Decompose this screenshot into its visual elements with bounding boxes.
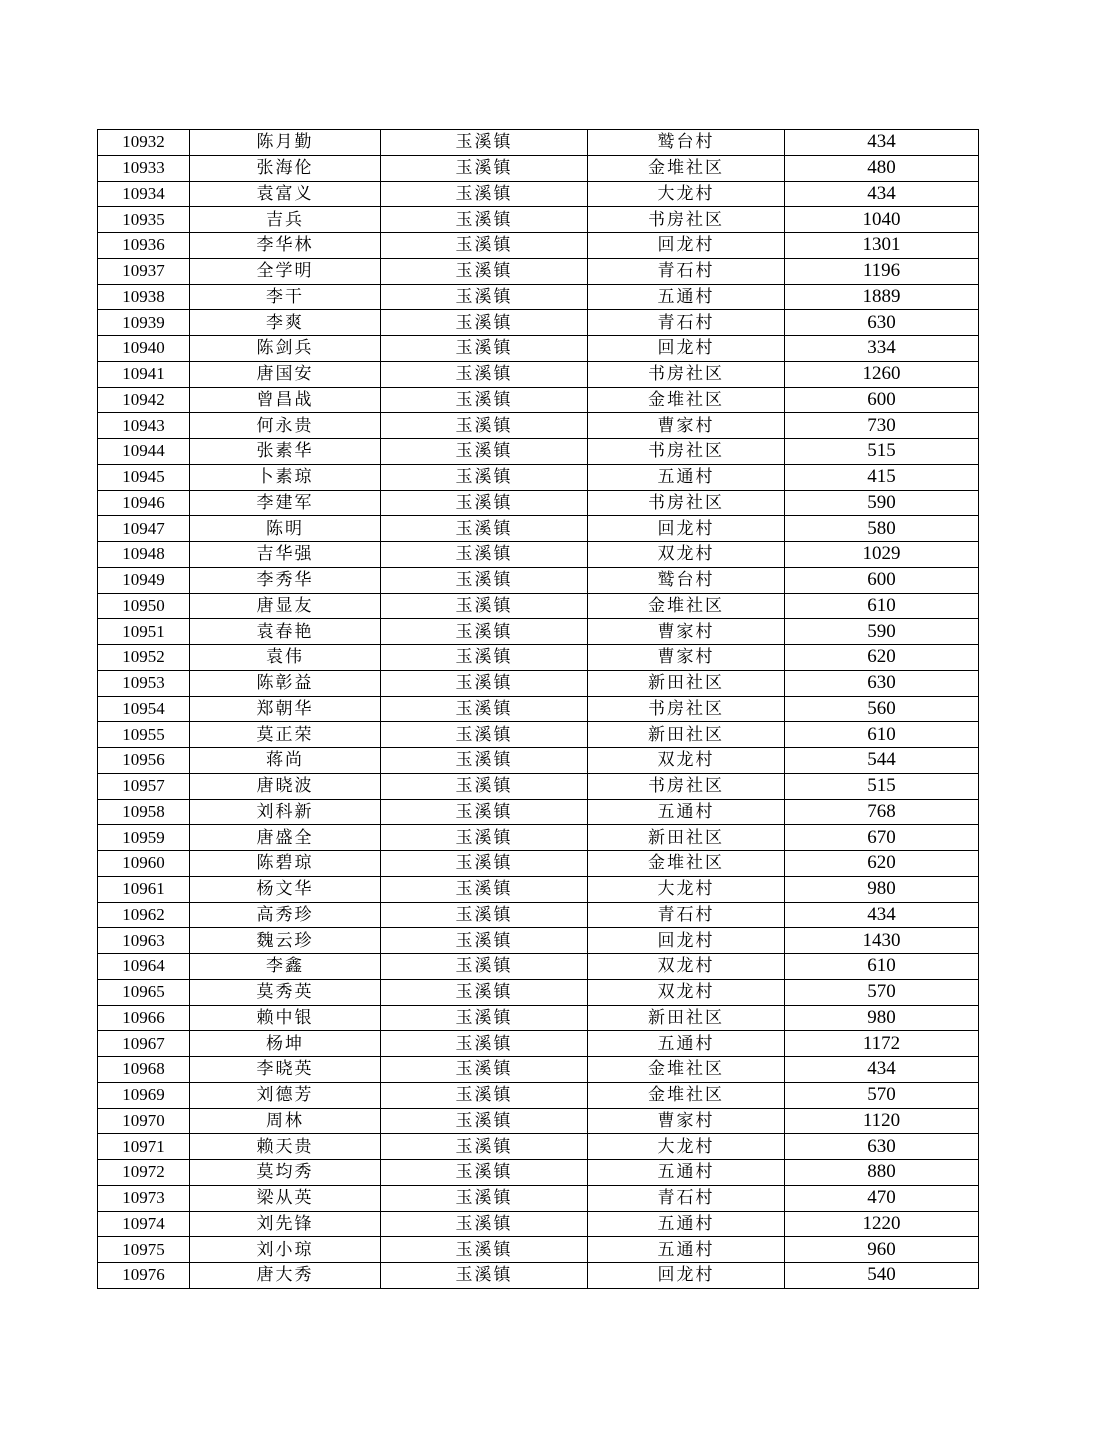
record-id-cell: 10972: [98, 1160, 190, 1186]
village-cell: 大龙村: [588, 181, 785, 207]
amount-cell: 600: [785, 387, 979, 413]
table-row: [98, 1134, 979, 1160]
table-row: [98, 722, 979, 748]
village-cell: 鹫台村: [588, 130, 785, 156]
town-cell: 玉溪镇: [381, 1031, 588, 1057]
name-cell: 刘小琼: [190, 1237, 381, 1263]
record-id-cell: 10971: [98, 1134, 190, 1160]
table-row: [98, 1108, 979, 1134]
amount-cell: 960: [785, 1237, 979, 1263]
name-cell: 陈碧琼: [190, 851, 381, 877]
village-cell: 回龙村: [588, 516, 785, 542]
record-id-cell: 10933: [98, 155, 190, 181]
village-cell: 五通村: [588, 799, 785, 825]
village-cell: 五通村: [588, 1237, 785, 1263]
table-row: [98, 1237, 979, 1263]
table-row: [98, 207, 979, 233]
table-row: [98, 258, 979, 284]
amount-cell: 415: [785, 464, 979, 490]
name-cell: 袁春艳: [190, 619, 381, 645]
name-cell: 李晓英: [190, 1057, 381, 1083]
record-id-cell: 10946: [98, 490, 190, 516]
table-row: [98, 284, 979, 310]
record-id-cell: 10942: [98, 387, 190, 413]
amount-cell: 434: [785, 1057, 979, 1083]
table-row: [98, 696, 979, 722]
town-cell: 玉溪镇: [381, 825, 588, 851]
record-id-cell: 10954: [98, 696, 190, 722]
amount-cell: 768: [785, 799, 979, 825]
amount-cell: 1260: [785, 361, 979, 387]
village-cell: 五通村: [588, 1031, 785, 1057]
village-cell: 书房社区: [588, 361, 785, 387]
name-cell: 陈剑兵: [190, 336, 381, 362]
village-cell: 金堆社区: [588, 155, 785, 181]
town-cell: 玉溪镇: [381, 207, 588, 233]
table-row: [98, 593, 979, 619]
record-id-cell: 10941: [98, 361, 190, 387]
name-cell: 赖中银: [190, 1005, 381, 1031]
name-cell: 唐大秀: [190, 1263, 381, 1289]
name-cell: 周林: [190, 1108, 381, 1134]
record-id-cell: 10968: [98, 1057, 190, 1083]
village-cell: 曹家村: [588, 413, 785, 439]
village-cell: 双龙村: [588, 748, 785, 774]
table-row: [98, 799, 979, 825]
amount-cell: 544: [785, 748, 979, 774]
town-cell: 玉溪镇: [381, 181, 588, 207]
record-id-cell: 10959: [98, 825, 190, 851]
name-cell: 何永贵: [190, 413, 381, 439]
village-cell: 金堆社区: [588, 1082, 785, 1108]
town-cell: 玉溪镇: [381, 876, 588, 902]
name-cell: 全学明: [190, 258, 381, 284]
town-cell: 玉溪镇: [381, 567, 588, 593]
village-cell: 青石村: [588, 902, 785, 928]
village-cell: 新田社区: [588, 1005, 785, 1031]
record-id-cell: 10970: [98, 1108, 190, 1134]
amount-cell: 670: [785, 825, 979, 851]
record-id-cell: 10949: [98, 567, 190, 593]
name-cell: 张海伦: [190, 155, 381, 181]
town-cell: 玉溪镇: [381, 155, 588, 181]
name-cell: 赖天贵: [190, 1134, 381, 1160]
village-cell: 书房社区: [588, 207, 785, 233]
amount-cell: 610: [785, 954, 979, 980]
town-cell: 玉溪镇: [381, 928, 588, 954]
record-id-cell: 10965: [98, 979, 190, 1005]
record-id-cell: 10952: [98, 645, 190, 671]
record-id-cell: 10944: [98, 439, 190, 465]
town-cell: 玉溪镇: [381, 361, 588, 387]
name-cell: 刘先锋: [190, 1211, 381, 1237]
record-id-cell: 10939: [98, 310, 190, 336]
town-cell: 玉溪镇: [381, 979, 588, 1005]
table-row: [98, 1185, 979, 1211]
table-row: [98, 876, 979, 902]
amount-cell: 1301: [785, 233, 979, 259]
table-row: [98, 464, 979, 490]
amount-cell: 1120: [785, 1108, 979, 1134]
table-row: [98, 413, 979, 439]
amount-cell: 515: [785, 773, 979, 799]
name-cell: 杨坤: [190, 1031, 381, 1057]
village-cell: 五通村: [588, 464, 785, 490]
name-cell: 李秀华: [190, 567, 381, 593]
village-cell: 大龙村: [588, 876, 785, 902]
village-cell: 新田社区: [588, 670, 785, 696]
table-row: [98, 1057, 979, 1083]
record-id-cell: 10955: [98, 722, 190, 748]
record-id-cell: 10948: [98, 542, 190, 568]
town-cell: 玉溪镇: [381, 284, 588, 310]
name-cell: 卜素琼: [190, 464, 381, 490]
town-cell: 玉溪镇: [381, 773, 588, 799]
table-row: [98, 516, 979, 542]
amount-cell: 980: [785, 876, 979, 902]
village-cell: 曹家村: [588, 619, 785, 645]
table-row: [98, 1005, 979, 1031]
data-table: [97, 129, 979, 1289]
table-row: [98, 361, 979, 387]
record-id-cell: 10937: [98, 258, 190, 284]
table-row: [98, 979, 979, 1005]
village-cell: 金堆社区: [588, 387, 785, 413]
village-cell: 新田社区: [588, 825, 785, 851]
amount-cell: 590: [785, 490, 979, 516]
village-cell: 新田社区: [588, 722, 785, 748]
village-cell: 双龙村: [588, 979, 785, 1005]
name-cell: 唐盛全: [190, 825, 381, 851]
town-cell: 玉溪镇: [381, 387, 588, 413]
town-cell: 玉溪镇: [381, 851, 588, 877]
amount-cell: 434: [785, 130, 979, 156]
amount-cell: 610: [785, 593, 979, 619]
name-cell: 李华林: [190, 233, 381, 259]
record-id-cell: 10963: [98, 928, 190, 954]
village-cell: 回龙村: [588, 336, 785, 362]
town-cell: 玉溪镇: [381, 1005, 588, 1031]
town-cell: 玉溪镇: [381, 1160, 588, 1186]
table-row: [98, 336, 979, 362]
amount-cell: 560: [785, 696, 979, 722]
name-cell: 莫秀英: [190, 979, 381, 1005]
record-id-cell: 10932: [98, 130, 190, 156]
table-row: [98, 310, 979, 336]
town-cell: 玉溪镇: [381, 748, 588, 774]
table-row: [98, 851, 979, 877]
table-row: [98, 130, 979, 156]
record-id-cell: 10936: [98, 233, 190, 259]
record-id-cell: 10974: [98, 1211, 190, 1237]
town-cell: 玉溪镇: [381, 490, 588, 516]
name-cell: 莫均秀: [190, 1160, 381, 1186]
table-row: [98, 1160, 979, 1186]
village-cell: 书房社区: [588, 439, 785, 465]
table-row: [98, 155, 979, 181]
amount-cell: 590: [785, 619, 979, 645]
name-cell: 李建军: [190, 490, 381, 516]
record-id-cell: 10938: [98, 284, 190, 310]
amount-cell: 620: [785, 851, 979, 877]
record-id-cell: 10975: [98, 1237, 190, 1263]
amount-cell: 580: [785, 516, 979, 542]
town-cell: 玉溪镇: [381, 902, 588, 928]
village-cell: 曹家村: [588, 645, 785, 671]
town-cell: 玉溪镇: [381, 645, 588, 671]
amount-cell: 1220: [785, 1211, 979, 1237]
town-cell: 玉溪镇: [381, 593, 588, 619]
amount-cell: 540: [785, 1263, 979, 1289]
name-cell: 陈明: [190, 516, 381, 542]
town-cell: 玉溪镇: [381, 310, 588, 336]
amount-cell: 470: [785, 1185, 979, 1211]
amount-cell: 334: [785, 336, 979, 362]
town-cell: 玉溪镇: [381, 619, 588, 645]
amount-cell: 630: [785, 310, 979, 336]
name-cell: 陈彰益: [190, 670, 381, 696]
village-cell: 回龙村: [588, 928, 785, 954]
town-cell: 玉溪镇: [381, 1057, 588, 1083]
name-cell: 袁富义: [190, 181, 381, 207]
table-row: [98, 645, 979, 671]
name-cell: 唐显友: [190, 593, 381, 619]
name-cell: 魏云珍: [190, 928, 381, 954]
amount-cell: 570: [785, 979, 979, 1005]
record-id-cell: 10956: [98, 748, 190, 774]
name-cell: 李鑫: [190, 954, 381, 980]
table-row: [98, 181, 979, 207]
name-cell: 莫正荣: [190, 722, 381, 748]
village-cell: 五通村: [588, 1160, 785, 1186]
table-row: [98, 619, 979, 645]
town-cell: 玉溪镇: [381, 439, 588, 465]
town-cell: 玉溪镇: [381, 1211, 588, 1237]
town-cell: 玉溪镇: [381, 542, 588, 568]
record-id-cell: 10950: [98, 593, 190, 619]
table-row: [98, 954, 979, 980]
name-cell: 刘德芳: [190, 1082, 381, 1108]
name-cell: 杨文华: [190, 876, 381, 902]
village-cell: 书房社区: [588, 773, 785, 799]
name-cell: 唐晓波: [190, 773, 381, 799]
village-cell: 金堆社区: [588, 593, 785, 619]
amount-cell: 434: [785, 181, 979, 207]
table-row: [98, 902, 979, 928]
amount-cell: 480: [785, 155, 979, 181]
town-cell: 玉溪镇: [381, 722, 588, 748]
town-cell: 玉溪镇: [381, 1263, 588, 1289]
amount-cell: 434: [785, 902, 979, 928]
record-id-cell: 10957: [98, 773, 190, 799]
village-cell: 青石村: [588, 258, 785, 284]
record-id-cell: 10960: [98, 851, 190, 877]
name-cell: 袁伟: [190, 645, 381, 671]
town-cell: 玉溪镇: [381, 130, 588, 156]
record-id-cell: 10943: [98, 413, 190, 439]
table-row: [98, 773, 979, 799]
table-row: [98, 748, 979, 774]
amount-cell: 1889: [785, 284, 979, 310]
amount-cell: 1196: [785, 258, 979, 284]
name-cell: 梁从英: [190, 1185, 381, 1211]
amount-cell: 730: [785, 413, 979, 439]
village-cell: 双龙村: [588, 542, 785, 568]
record-id-cell: 10934: [98, 181, 190, 207]
name-cell: 曾昌战: [190, 387, 381, 413]
record-id-cell: 10947: [98, 516, 190, 542]
village-cell: 青石村: [588, 1185, 785, 1211]
record-id-cell: 10967: [98, 1031, 190, 1057]
town-cell: 玉溪镇: [381, 1185, 588, 1211]
town-cell: 玉溪镇: [381, 464, 588, 490]
name-cell: 吉兵: [190, 207, 381, 233]
town-cell: 玉溪镇: [381, 799, 588, 825]
record-id-cell: 10966: [98, 1005, 190, 1031]
name-cell: 张素华: [190, 439, 381, 465]
town-cell: 玉溪镇: [381, 516, 588, 542]
amount-cell: 1172: [785, 1031, 979, 1057]
village-cell: 金堆社区: [588, 1057, 785, 1083]
town-cell: 玉溪镇: [381, 954, 588, 980]
name-cell: 郑朝华: [190, 696, 381, 722]
village-cell: 回龙村: [588, 233, 785, 259]
table-row: [98, 542, 979, 568]
name-cell: 李爽: [190, 310, 381, 336]
town-cell: 玉溪镇: [381, 258, 588, 284]
record-id-cell: 10951: [98, 619, 190, 645]
town-cell: 玉溪镇: [381, 336, 588, 362]
amount-cell: 630: [785, 1134, 979, 1160]
record-id-cell: 10935: [98, 207, 190, 233]
town-cell: 玉溪镇: [381, 233, 588, 259]
table-row: [98, 1082, 979, 1108]
name-cell: 蒋尚: [190, 748, 381, 774]
amount-cell: 620: [785, 645, 979, 671]
amount-cell: 1430: [785, 928, 979, 954]
table-row: [98, 1031, 979, 1057]
table-row: [98, 1211, 979, 1237]
name-cell: 唐国安: [190, 361, 381, 387]
town-cell: 玉溪镇: [381, 696, 588, 722]
village-cell: 青石村: [588, 310, 785, 336]
village-cell: 书房社区: [588, 696, 785, 722]
table-row: [98, 567, 979, 593]
record-id-cell: 10969: [98, 1082, 190, 1108]
amount-cell: 1040: [785, 207, 979, 233]
amount-cell: 1029: [785, 542, 979, 568]
village-cell: 大龙村: [588, 1134, 785, 1160]
amount-cell: 610: [785, 722, 979, 748]
name-cell: 陈月勤: [190, 130, 381, 156]
town-cell: 玉溪镇: [381, 1237, 588, 1263]
record-id-cell: 10945: [98, 464, 190, 490]
record-id-cell: 10953: [98, 670, 190, 696]
table-row: [98, 825, 979, 851]
table-row: [98, 387, 979, 413]
amount-cell: 600: [785, 567, 979, 593]
amount-cell: 880: [785, 1160, 979, 1186]
village-cell: 双龙村: [588, 954, 785, 980]
village-cell: 书房社区: [588, 490, 785, 516]
amount-cell: 570: [785, 1082, 979, 1108]
village-cell: 回龙村: [588, 1263, 785, 1289]
table-row: [98, 439, 979, 465]
village-cell: 五通村: [588, 284, 785, 310]
town-cell: 玉溪镇: [381, 1108, 588, 1134]
table-body: [98, 130, 979, 1289]
village-cell: 鹫台村: [588, 567, 785, 593]
town-cell: 玉溪镇: [381, 670, 588, 696]
name-cell: 刘科新: [190, 799, 381, 825]
amount-cell: 630: [785, 670, 979, 696]
village-cell: 曹家村: [588, 1108, 785, 1134]
name-cell: 李干: [190, 284, 381, 310]
table-row: [98, 928, 979, 954]
record-id-cell: 10964: [98, 954, 190, 980]
table-row: [98, 670, 979, 696]
record-id-cell: 10962: [98, 902, 190, 928]
amount-cell: 515: [785, 439, 979, 465]
name-cell: 高秀珍: [190, 902, 381, 928]
table-row: [98, 1263, 979, 1289]
town-cell: 玉溪镇: [381, 1134, 588, 1160]
record-id-cell: 10976: [98, 1263, 190, 1289]
name-cell: 吉华强: [190, 542, 381, 568]
village-cell: 金堆社区: [588, 851, 785, 877]
record-id-cell: 10940: [98, 336, 190, 362]
record-id-cell: 10958: [98, 799, 190, 825]
record-id-cell: 10961: [98, 876, 190, 902]
table-row: [98, 490, 979, 516]
village-cell: 五通村: [588, 1211, 785, 1237]
town-cell: 玉溪镇: [381, 1082, 588, 1108]
amount-cell: 980: [785, 1005, 979, 1031]
record-id-cell: 10973: [98, 1185, 190, 1211]
table-row: [98, 233, 979, 259]
town-cell: 玉溪镇: [381, 413, 588, 439]
